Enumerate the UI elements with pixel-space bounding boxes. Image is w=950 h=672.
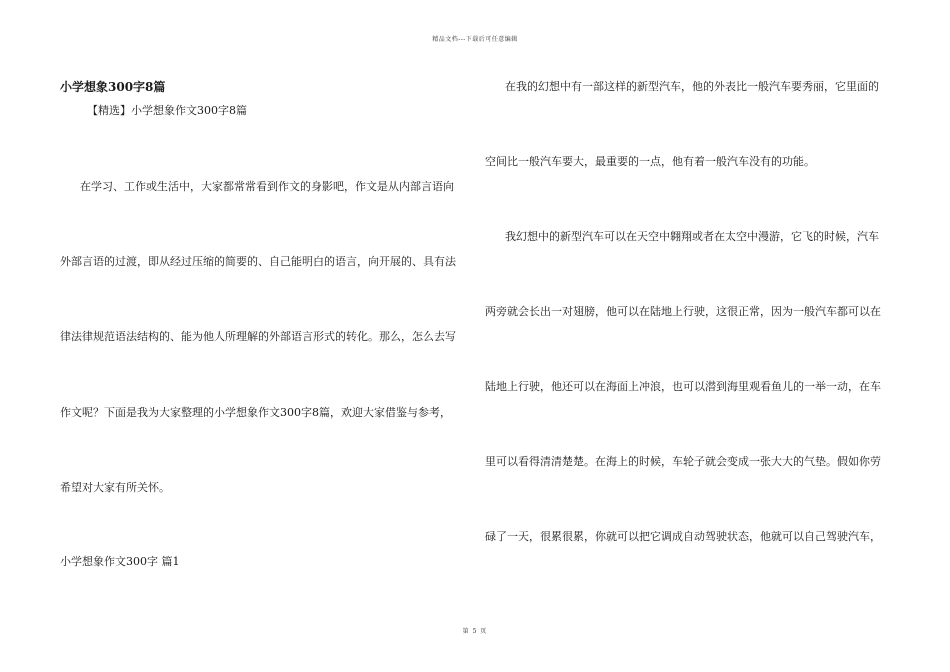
body-line: 空间比一般汽车要大，最重要的一点，他有着一般汽车没有的功能。 — [485, 155, 815, 168]
body-line: 我幻想中的新型汽车可以在天空中翱翔或者在太空中漫游，它飞的时候，汽车 — [505, 230, 879, 243]
intro-paragraph-line: 外部言语的过渡，即从经过压缩的简要的、自己能明白的语言，向开展的、具有法 — [60, 255, 456, 268]
intro-paragraph-line: 律法律规范语法结构的、能为他人所理解的外部语言形式的转化。那么，怎么去写 — [60, 330, 456, 343]
body-line: 在我的幻想中有一部这样的新型汽车，他的外表比一般汽车要秀丽，它里面的 — [505, 80, 879, 93]
page-number: 第 5 页 — [462, 628, 488, 635]
document-subtitle: 【精选】小学想象作文300字8篇 — [87, 104, 247, 117]
body-line: 两旁就会长出一对翅膀，他可以在陆地上行驶，这很正常，因为一般汽车都可以在 — [485, 305, 881, 318]
intro-paragraph-line: 希望对大家有所关怀。 — [60, 481, 170, 494]
intro-paragraph-line: 作文呢？下面是我为大家整理的小学想象作文300字8篇，欢迎大家借鉴与参考， — [60, 406, 451, 419]
body-line: 里可以看得清清楚楚。在海上的时候，车轮子就会变成一张大大的气垫。假如你劳 — [485, 455, 881, 468]
body-line: 陆地上行驶，他还可以在海面上冲浪，也可以潜到海里观看鱼儿的一举一动，在车 — [485, 380, 881, 393]
body-line: 碌了一天，很累很累，你就可以把它调成自动驾驶状态，他就可以自己驾驶汽车， — [485, 530, 881, 543]
intro-paragraph-line: 在学习、工作或生活中，大家都常常看到作文的身影吧，作文是从内部言语向 — [80, 180, 454, 193]
section-heading: 小学想象作文300字 篇1 — [60, 555, 180, 568]
page-header: 精品文档---下载后可任意编辑 — [432, 36, 518, 43]
document-title: 小学想象300字8篇 — [60, 80, 166, 94]
